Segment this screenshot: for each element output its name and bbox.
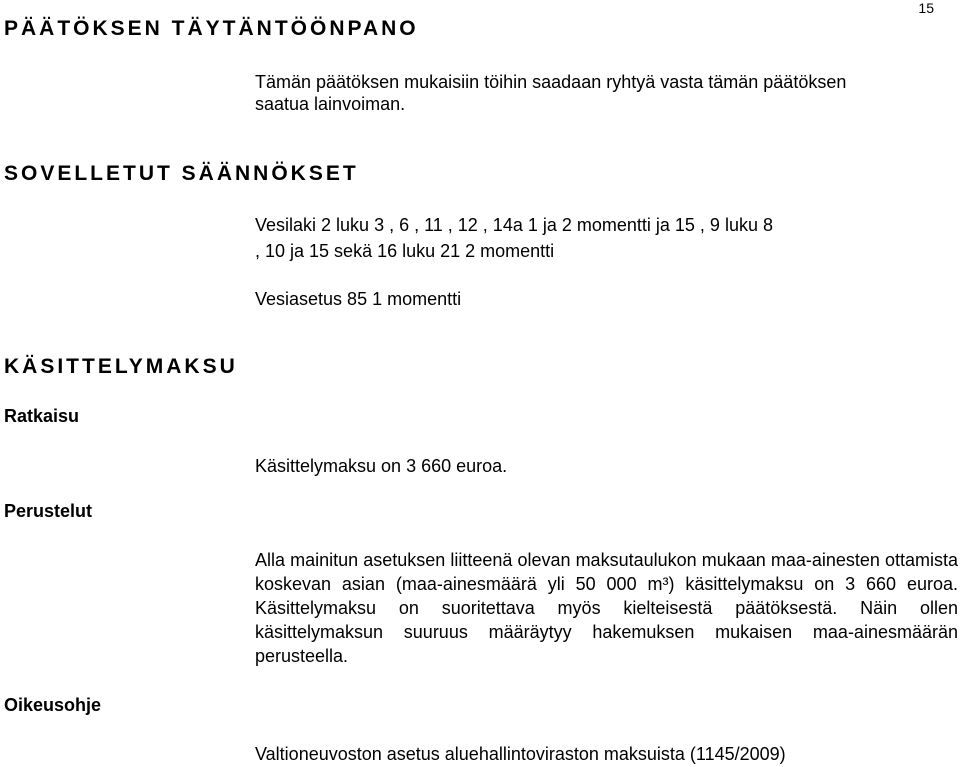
legal-guidance-label: Oikeusohje <box>4 695 102 715</box>
water-decree-reference: Vesiasetus 85 1 momentti <box>255 289 462 309</box>
enforcement-text-line-1: Tämän päätöksen mukaisiin töihin saadaan ryhtyä vasta tämän päätöksen <box>255 72 847 92</box>
water-act-reference-line-2: , 10 ja 15 sekä 16 luku 21 2 momentti <box>255 241 555 261</box>
legal-guidance-text: Valtioneuvoston asetus aluehallintoviraston maksuista (1145/2009) <box>255 744 786 764</box>
enforcement-heading: PÄÄTÖKSEN TÄYTÄNTÖÖNPANO <box>4 17 419 40</box>
grounds-label: Perustelut <box>4 501 93 521</box>
enforcement-text-line-2: saatua lainvoiman. <box>255 94 406 114</box>
decision-label: Ratkaisu <box>4 406 80 426</box>
decision-text: Käsittelymaksu on 3 660 euroa. <box>255 456 508 476</box>
water-act-reference-line-1: Vesilaki 2 luku 3 , 6 , 11 , 12 , 14a 1 ja 2 momentti ja 15 , 9 luku 8 <box>255 215 773 235</box>
grounds-text: Alla mainitun asetuksen liitteenä olevan maksutaulukon mukaan maa-ainesten ottamista koskevan asian (maa-ainesmäärä yli 50 000 m³) käsittelymaksu on 3 660 euroa. Käsittelymaksu on suoritettava myös kielteisestä päätöksestä. Näin ollen käsittelymaksun suuruus määräytyy hakemuksen mukaisen maa-ainesmäärän perusteella. <box>255 550 958 666</box>
processing-fee-heading: KÄSITTELYMAKSU <box>4 355 238 378</box>
applied-rules-heading: SOVELLETUT SÄÄNNÖKSET <box>4 162 359 185</box>
page-number: 15 <box>918 0 934 16</box>
